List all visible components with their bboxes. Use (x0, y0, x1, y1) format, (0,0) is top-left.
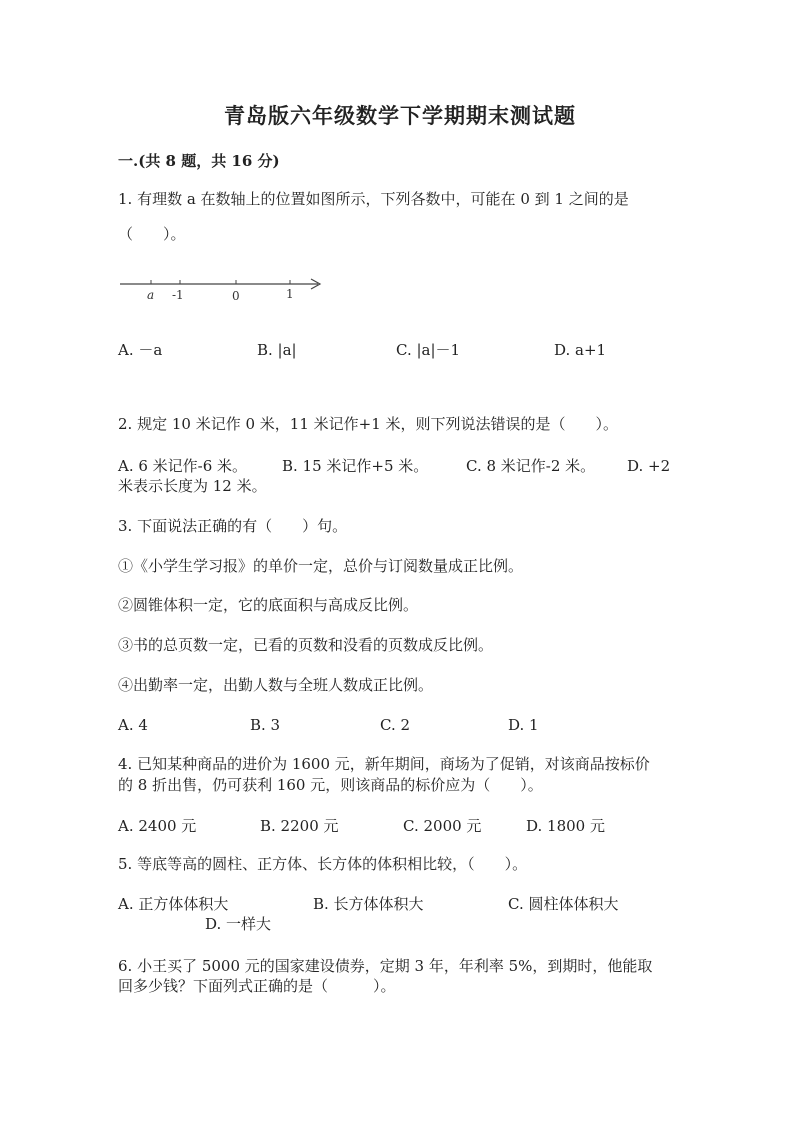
question-3-stem: 3. 下面说法正确的有（ ）句。 (118, 517, 348, 535)
q2-option-d: D. +2 (627, 457, 671, 475)
q3-option-d: D. 1 (508, 716, 539, 734)
question-2-stem: 2. 规定 10 米记作 0 米，11 米记作+1 米，则下列说法错误的是（ ）。 (118, 415, 619, 433)
q1-option-c: C. |a|－1 (396, 341, 461, 359)
section-heading: 一.(共 8 题，共 16 分) (118, 152, 280, 170)
q2-option-a: A. 6 米记作-6 米。 (118, 457, 248, 475)
q3-statement-4: ④出勤率一定，出勤人数与全班人数成正比例。 (118, 676, 434, 694)
q4-option-b: B. 2200 元 (260, 817, 339, 835)
question-1-stem-line-2: （ ）。 (118, 225, 186, 243)
q1-option-b: B. |a| (257, 341, 297, 359)
q3-statement-3: ③书的总页数一定，已看的页数和没看的页数成反比例。 (118, 636, 494, 654)
page-title: 青岛版六年级数学下学期期末测试题 (224, 103, 576, 128)
q3-option-a: A. 4 (118, 716, 148, 734)
question-6-stem-line-1: 6. 小王买了 5000 元的国家建设债券，定期 3 年，年利率 5%，到期时，他能取 (118, 957, 653, 975)
label-1: 1 (286, 287, 294, 301)
q4-option-a: A. 2400 元 (118, 817, 197, 835)
question-4-stem-line-1: 4. 已知某种商品的进价为 1600 元，新年期间，商场为了促销，对该商品按标价 (118, 755, 650, 773)
q2-option-b: B. 15 米记作+5 米。 (282, 457, 429, 475)
q3-statement-1: ①《小学生学习报》的单价一定，总价与订阅数量成正比例。 (118, 557, 524, 575)
q1-option-a: A. －a (118, 341, 163, 359)
question-1-stem-line-1: 1. 有理数 a 在数轴上的位置如图所示，下列各数中，可能在 0 到 1 之间的是 (118, 190, 629, 208)
q5-option-d: D. 一样大 (205, 915, 272, 933)
label-a: a (147, 288, 155, 302)
q4-option-c: C. 2000 元 (403, 817, 482, 835)
q3-option-b: B. 3 (250, 716, 281, 734)
q5-option-c: C. 圆柱体体积大 (508, 895, 619, 913)
question-5-stem: 5. 等底等高的圆柱、正方体、长方体的体积相比较，（ ）。 (118, 855, 528, 873)
q4-option-d: D. 1800 元 (526, 817, 605, 835)
q1-option-d: D. a+1 (554, 341, 607, 359)
question-6-stem-line-2: 回多少钱？下面列式正确的是（ ）。 (118, 977, 396, 995)
q5-option-b: B. 长方体体积大 (313, 895, 424, 913)
label-minus-1: -1 (172, 288, 184, 302)
q3-option-c: C. 2 (380, 716, 411, 734)
question-4-stem-line-2: 的 8 折出售，仍可获利 160 元，则该商品的标价应为（ ）。 (118, 776, 543, 794)
q2-option-d-continued: 米表示长度为 12 米。 (118, 477, 267, 495)
q3-statement-2: ②圆锥体积一定，它的底面积与高成反比例。 (118, 596, 419, 614)
label-0: 0 (232, 289, 240, 303)
q5-option-a: A. 正方体体积大 (118, 895, 229, 913)
number-line-figure (118, 272, 338, 308)
q2-option-c: C. 8 米记作-2 米。 (466, 457, 596, 475)
